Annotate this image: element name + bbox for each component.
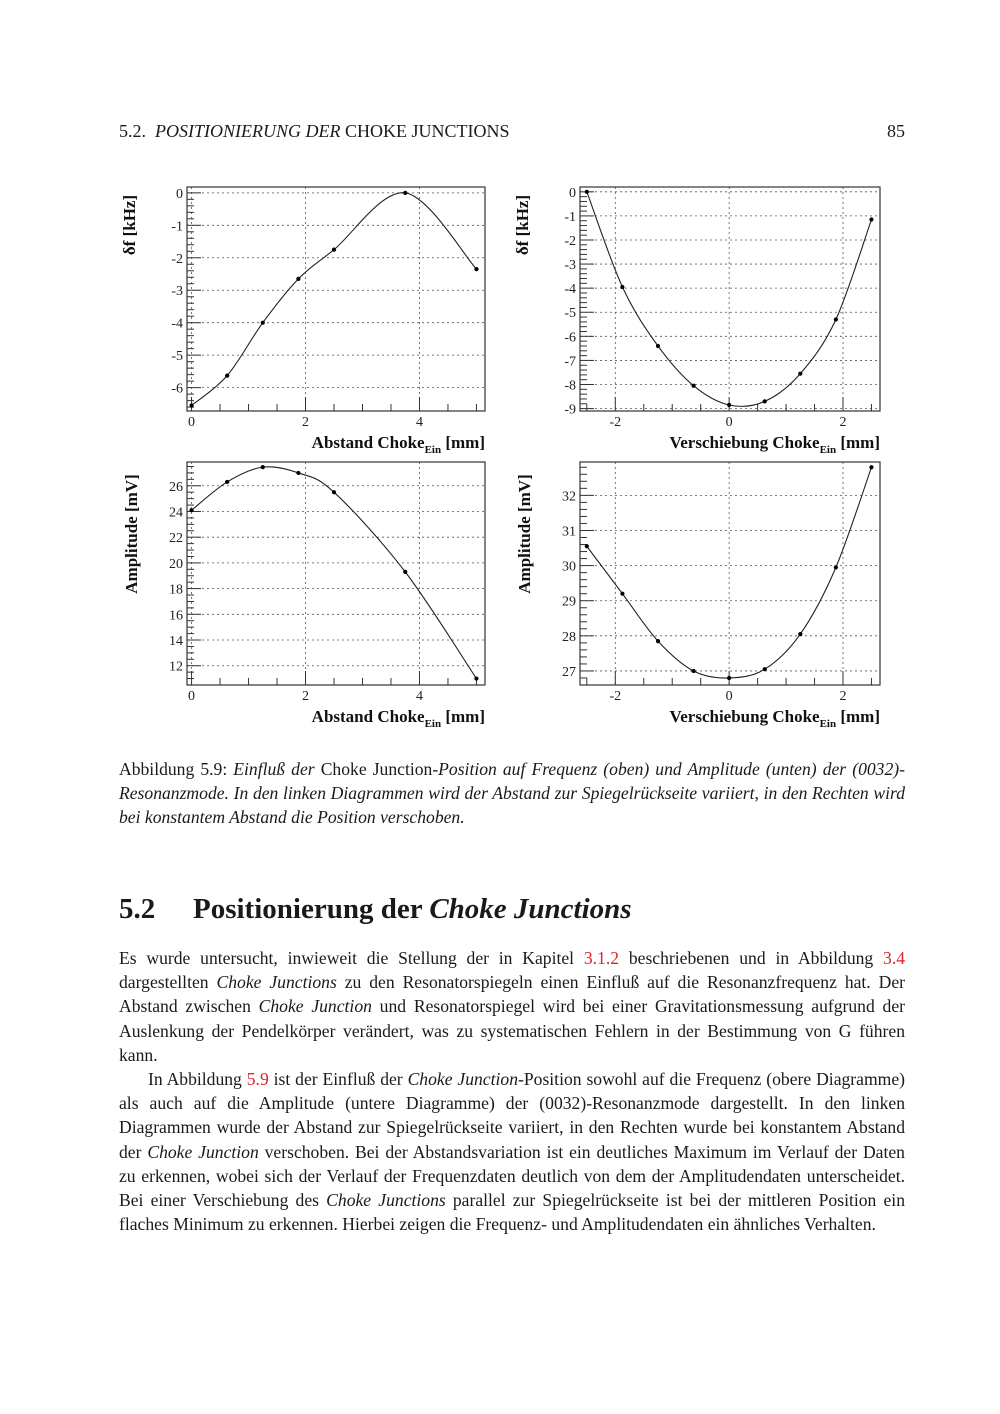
- y-tick-label: -5: [171, 349, 183, 365]
- y-tick-label: -2: [171, 251, 183, 267]
- data-point: [869, 217, 873, 221]
- grid-lines: [580, 462, 880, 685]
- y-tick-label: 32: [562, 489, 576, 505]
- x-tick-label: -2: [609, 689, 622, 704]
- paragraph-text: ist der Einfluß der: [268, 1069, 408, 1090]
- y-tick-label: 0: [569, 185, 576, 201]
- running-head-section-number: 5.2.: [119, 121, 146, 141]
- chart-ampl-abstand: [122, 462, 485, 730]
- fit-curve: [192, 467, 477, 679]
- y-axis-title: δf [kHz]: [120, 194, 139, 256]
- fit-curve: [587, 192, 872, 407]
- y-tick-label: -1: [564, 209, 576, 225]
- y-tick-label: 18: [169, 582, 183, 598]
- caption-text: Choke Junction: [320, 759, 433, 779]
- y-tick-label: -6: [564, 330, 576, 346]
- y-tick-label: -9: [564, 402, 576, 418]
- y-tick-label: 27: [562, 664, 576, 680]
- paragraph-text: In Abbildung: [148, 1069, 247, 1090]
- caption-label: Abbildung 5.9:: [119, 759, 228, 779]
- y-tick-label: -3: [564, 258, 576, 274]
- y-axis-title: Amplitude [mV]: [122, 474, 141, 594]
- paragraph: [119, 1067, 905, 1236]
- figure-charts: [110, 176, 910, 746]
- y-tick-label: -5: [564, 306, 576, 322]
- y-tick-label: -6: [171, 381, 183, 397]
- x-tick-label: 2: [839, 415, 847, 430]
- y-tick-label: -3: [171, 284, 183, 300]
- data-point: [403, 191, 407, 195]
- body-text: [119, 946, 905, 1236]
- y-tick-label: 0: [176, 186, 183, 202]
- y-tick-label: -1: [171, 219, 183, 235]
- plot-frame: [580, 187, 880, 411]
- running-head-title: [119, 121, 510, 142]
- fit-curve: [192, 193, 477, 406]
- data-point: [189, 403, 193, 407]
- paragraph-text: Choke Junction: [258, 996, 372, 1017]
- axis-ticks: [580, 187, 871, 411]
- x-tick-label: 0: [725, 689, 733, 704]
- page-number: 85: [887, 121, 905, 141]
- y-axis-title: δf [kHz]: [513, 194, 532, 256]
- paragraph: [119, 946, 905, 1067]
- data-point: [332, 490, 336, 494]
- paragraph-text: verschoben. Bei der Abstandsvariation ist ein deutliches Maximum im Verlauf der Daten zu erkennen, wobei sich der Verlauf der Frequenzdaten deutlich von dem der Amplitudendaten unterscheidet. Bei einer Verschiebung des: [119, 1141, 905, 1211]
- cross-reference-link[interactable]: 3.4: [883, 948, 906, 968]
- data-point: [189, 508, 193, 512]
- data-point: [474, 267, 478, 271]
- y-tick-label: 28: [562, 629, 576, 645]
- paragraph-text: Choke Junctions: [326, 1190, 446, 1211]
- y-axis-title: Amplitude [mV]: [515, 474, 534, 594]
- y-tick-label: 16: [169, 608, 183, 624]
- y-tick-label: 22: [169, 531, 183, 547]
- data-point: [763, 667, 767, 671]
- data-point: [727, 676, 731, 680]
- y-tick-label: -4: [171, 316, 183, 332]
- y-tick-label: 31: [562, 524, 576, 540]
- paragraph-text: Es wurde untersucht, inwieweit die Stellung der in Kapitel: [119, 948, 584, 968]
- chart-freq-verschiebung: [513, 186, 880, 456]
- data-point: [620, 592, 624, 596]
- section-number: 5.2: [119, 893, 156, 925]
- y-tick-label: 26: [169, 479, 183, 495]
- data-point: [798, 632, 802, 636]
- x-tick-label: 2: [302, 689, 310, 704]
- data-point: [585, 544, 589, 548]
- grid-lines: [580, 187, 880, 411]
- y-tick-label: -7: [564, 354, 576, 370]
- paragraph-text: Choke Junctions: [216, 972, 337, 993]
- section-title-italic: Choke Junctions: [429, 893, 632, 925]
- data-point: [656, 344, 660, 348]
- paragraph-text: und Resonatorspiegel wird bei einer Gravitationsmessung aufgrund der Auslenkung der Pendelkörper verändert, was zu systematischen Fehlern in der Bestimmung von G führen kann.: [119, 996, 905, 1065]
- y-tick-label: 24: [169, 505, 183, 521]
- y-tick-label: 30: [562, 559, 576, 575]
- chart-ampl-verschiebung: [515, 462, 880, 730]
- section-title-roman: Positionierung der: [193, 893, 430, 925]
- paragraph-text: parallel zur Spiegelrückseite ist bei der mittleren Position ein flaches Minimum zu erkennen. Hierbei zeigen die Frequenz- und Amplitudendaten ein ähnliches Verhalten.: [119, 1190, 905, 1235]
- data-point: [261, 465, 265, 469]
- y-tick-label: 12: [169, 659, 183, 675]
- data-point: [763, 399, 767, 403]
- running-head: [119, 121, 905, 145]
- data-point: [403, 570, 407, 574]
- y-tick-label: 14: [169, 634, 183, 650]
- axis-ticks: [580, 467, 871, 685]
- data-point: [296, 471, 300, 475]
- cross-reference-link[interactable]: 3.1.2: [583, 948, 620, 968]
- data-point: [727, 403, 731, 407]
- y-tick-label: 20: [169, 556, 183, 572]
- data-point: [869, 465, 873, 469]
- data-point: [691, 669, 695, 673]
- x-tick-label: 0: [188, 415, 196, 430]
- data-point: [620, 285, 624, 289]
- plot-frame: [187, 462, 485, 685]
- x-axis-title: Abstand Choke$_{Ein}$ [mm]: [311, 433, 485, 456]
- data-point: [691, 384, 695, 388]
- data-point: [332, 248, 336, 252]
- data-point: [225, 374, 229, 378]
- running-head-roman: CHOKE JUNCTIONS: [344, 121, 510, 141]
- data-point: [474, 676, 478, 680]
- y-tick-label: -8: [564, 378, 576, 394]
- x-tick-label: 4: [415, 415, 423, 430]
- chart-freq-abstand: [120, 187, 485, 456]
- paragraph-text: dargestellten: [119, 972, 217, 993]
- grid-lines: [187, 462, 485, 685]
- x-axis-title: Abstand Choke$_{Ein}$ [mm]: [311, 707, 485, 730]
- paragraph-text: -Position sowohl auf die Frequenz (obere Diagramme) als auch auf die Amplitude (untere Diagramme) der (0032)-Resonanzmode dargestellt. In den linken Diagrammen wurde der Abstand zur Spiegelrückseite variiert, in den Rechten wurde bei konstantem Abstand der: [119, 1069, 906, 1162]
- data-point: [656, 639, 660, 643]
- figure-caption: [119, 757, 905, 829]
- paragraph-text: Choke Junction: [147, 1141, 259, 1162]
- y-tick-label: -2: [564, 233, 576, 249]
- running-head-italic: POSITIONIERUNG DER: [155, 121, 341, 141]
- y-tick-label: -4: [564, 282, 576, 298]
- data-point: [834, 317, 838, 321]
- x-axis-title: Verschiebung Choke$_{Ein}$ [mm]: [669, 433, 880, 456]
- x-tick-label: 2: [839, 689, 847, 704]
- caption-text: Einfluß der: [227, 759, 321, 779]
- cross-reference-link[interactable]: 5.9: [246, 1069, 269, 1090]
- x-tick-label: 4: [415, 689, 423, 704]
- paragraph-text: Choke Junction: [407, 1069, 518, 1090]
- data-point: [225, 480, 229, 484]
- caption-text: -Position auf Frequenz (oben) und Amplitude (unten) der (0032)-Resonanzmode. In den linken Diagrammen wird der Abstand zur Spiegelrückseite variiert, in den Rechten wird bei konstantem Abstand die Position verschoben.: [119, 759, 905, 827]
- paragraph-text: beschriebenen und in Abbildung: [619, 948, 884, 968]
- data-point: [798, 372, 802, 376]
- y-tick-label: 29: [562, 594, 576, 610]
- figure-5-9: [110, 176, 910, 746]
- caption-body: [119, 759, 905, 827]
- x-tick-label: 0: [188, 689, 196, 704]
- x-tick-label: 0: [725, 415, 733, 430]
- paragraph-text: zu den Resonatorspiegeln einen Einfluß auf die Resonanzfrequenz hat. Der Abstand zwischen: [119, 972, 905, 1017]
- data-point: [296, 277, 300, 281]
- x-tick-label: 2: [302, 415, 310, 430]
- x-tick-label: -2: [609, 415, 622, 430]
- data-point: [585, 190, 589, 194]
- section-heading: [119, 893, 905, 926]
- axis-ticks: [187, 466, 476, 685]
- data-point: [261, 321, 265, 325]
- x-axis-title: Verschiebung Choke$_{Ein}$ [mm]: [669, 707, 880, 730]
- data-point: [834, 565, 838, 569]
